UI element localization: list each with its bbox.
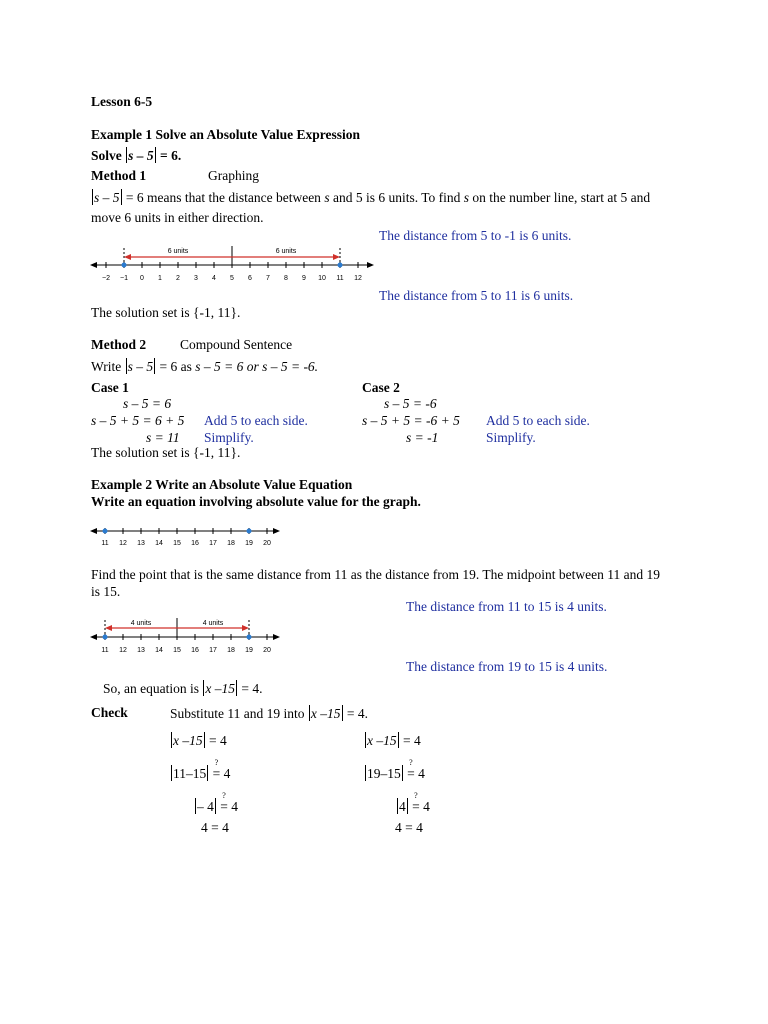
nl2-tick-label: 18 <box>227 540 235 547</box>
check-left-row1: x –15 = 4 <box>173 732 227 748</box>
nl3-tick-label: 17 <box>209 647 217 654</box>
example1-title: Example 1 Solve an Absolute Value Expression <box>91 127 361 142</box>
nl1-tick-label: 12 <box>354 275 362 282</box>
nl2-tick-label: 14 <box>155 540 163 547</box>
check-left-row4: 4 = 4 <box>201 820 229 835</box>
nl2-tick-label: 19 <box>245 540 253 547</box>
lesson-title: Lesson 6-5 <box>91 94 153 109</box>
solution-set-1: The solution set is {-1, 11}. <box>91 305 241 320</box>
case2-label: Case 2 <box>362 380 400 395</box>
note-5-to-11: The distance from 5 to 11 is 6 units. <box>379 288 574 303</box>
nl2-tick-label: 11 <box>101 540 109 547</box>
nl3-tick-label: 12 <box>119 647 127 654</box>
case1-note1: Add 5 to each side. <box>204 413 308 428</box>
note-5-to-minus1: The distance from 5 to -1 is 6 units. <box>379 228 572 243</box>
nl3-tick-label: 14 <box>155 647 163 654</box>
check-right-row3: 4 ? = 4 <box>399 790 430 814</box>
example2-title: Example 2 Write an Absolute Value Equation <box>91 477 353 492</box>
nl1-tick-label: −2 <box>102 275 110 282</box>
nl3-tick-label: 15 <box>173 647 181 654</box>
nl1-tick-label: 0 <box>140 275 144 282</box>
nl1-right-label: 6 units <box>275 248 297 255</box>
method1-line2: move 6 units in either direction. <box>91 210 264 225</box>
nl2-tick-label: 20 <box>263 540 271 547</box>
example1-solve: Solve s – 5 = 6. <box>91 147 182 163</box>
nl3-tick-label: 16 <box>191 647 199 654</box>
case1-line2: s – 5 + 5 = 6 + 5 <box>91 413 185 428</box>
check-right-row2: 19–15 ? = 4 <box>367 757 425 781</box>
nl3-tick-label: 11 <box>101 647 109 654</box>
case2-line2: s – 5 + 5 = -6 + 5 <box>362 413 460 428</box>
nl3-left-label: 4 units <box>130 620 152 627</box>
nl1-tick-label: 6 <box>248 275 252 282</box>
number-line-1 <box>88 242 378 288</box>
nl1-tick-label: 11 <box>336 275 344 282</box>
check-right-row4: 4 = 4 <box>395 820 423 835</box>
nl3-tick-label: 18 <box>227 647 235 654</box>
nl1-tick-label: 1 <box>158 275 162 282</box>
nl2-tick-label: 17 <box>209 540 217 547</box>
number-line-3 <box>88 614 288 658</box>
check-right-row1: x –15 = 4 <box>367 732 421 748</box>
equation-result: So, an equation is x –15 = 4. <box>103 680 263 696</box>
nl1-tick-label: 5 <box>230 275 234 282</box>
check-line: Check Substitute 11 and 19 into x –15 = 4. <box>91 705 368 721</box>
method2-heading: Method 2 Compound Sentence <box>91 337 293 352</box>
example2-para2: is 15. <box>91 584 121 599</box>
method1-line1: s – 5 = 6 means that the distance between s and 5 is 6 units. To find s on the number line, start at 5 and <box>94 189 651 205</box>
nl3-tick-label: 19 <box>245 647 253 654</box>
example2-para1: Find the point that is the same distance from 11 as the distance from 19. The midpoint between 11 and 19 <box>91 567 661 582</box>
nl1-tick-label: 7 <box>266 275 270 282</box>
nl2-tick-label: 16 <box>191 540 199 547</box>
method2-write: Write s – 5 = 6 as s – 5 = 6 or s – 5 = -6. <box>91 358 319 374</box>
nl2-tick-label: 15 <box>173 540 181 547</box>
nl3-tick-label: 13 <box>137 647 145 654</box>
nl1-tick-label: 2 <box>176 275 180 282</box>
case1-line3: s = 11 <box>146 430 180 445</box>
nl1-tick-label: 8 <box>284 275 288 282</box>
check-left-row2: 11–15 ? = 4 <box>173 757 231 781</box>
note-11-to-15: The distance from 11 to 15 is 4 units. <box>406 599 607 614</box>
note-19-to-15: The distance from 19 to 15 is 4 units. <box>406 659 608 674</box>
case1-note2: Simplify. <box>204 430 254 445</box>
nl1-tick-label: 10 <box>318 275 326 282</box>
nl1-left-label: 6 units <box>167 248 189 255</box>
nl1-tick-label: −1 <box>120 275 128 282</box>
case1-line1: s – 5 = 6 <box>123 396 172 411</box>
nl2-tick-label: 12 <box>119 540 127 547</box>
nl1-tick-label: 3 <box>194 275 198 282</box>
nl3-right-label: 4 units <box>202 620 224 627</box>
case2-note2: Simplify. <box>486 430 536 445</box>
case2-line1: s – 5 = -6 <box>384 396 437 411</box>
number-line-2 <box>88 522 288 552</box>
case2-note1: Add 5 to each side. <box>486 413 590 428</box>
check-left-row3: – 4 ? = 4 <box>197 790 238 814</box>
example2-subtitle: Write an equation involving absolute value for the graph. <box>91 494 421 509</box>
nl3-tick-label: 20 <box>263 647 271 654</box>
nl1-tick-label: 4 <box>212 275 216 282</box>
solution-set-2: The solution set is {-1, 11}. <box>91 445 241 460</box>
case1-label: Case 1 <box>91 380 129 395</box>
method1-heading: Method 1 Graphing <box>91 168 259 183</box>
nl2-tick-label: 13 <box>137 540 145 547</box>
case2-line3: s = -1 <box>406 430 439 445</box>
nl1-tick-label: 9 <box>302 275 306 282</box>
